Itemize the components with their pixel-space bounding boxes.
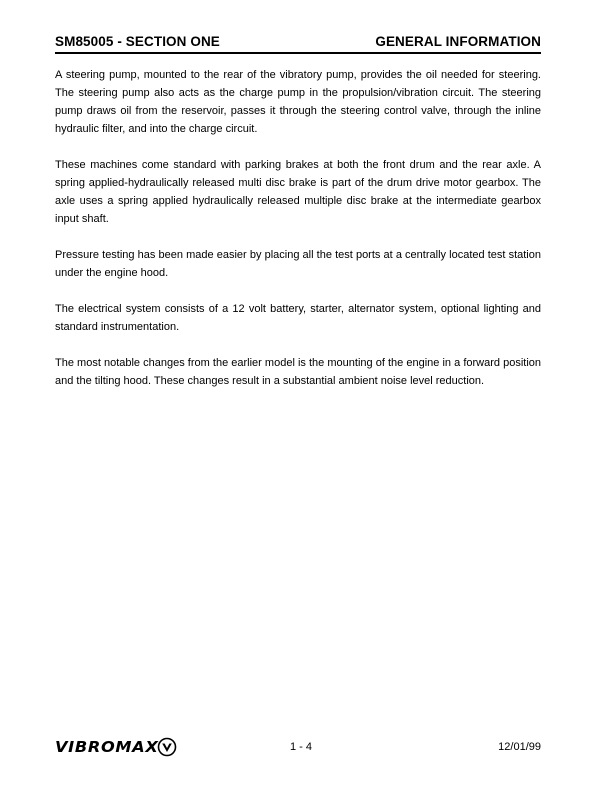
page-header bbox=[55, 31, 541, 51]
page-number: 1 - 4 bbox=[290, 741, 313, 753]
paragraph-pressure-testing: Pressure testing has been made easier by placing all the test ports at a centrally located test station under the engine hood. bbox=[55, 249, 541, 279]
body-text bbox=[55, 66, 541, 408]
chapter-title: GENERAL INFORMATION bbox=[375, 33, 541, 49]
section-title: SM85005 - SECTION ONE bbox=[55, 33, 220, 49]
page-footer bbox=[55, 737, 541, 761]
paragraph-steering-pump: A steering pump, mounted to the rear of the vibratory pump, provides the oil needed for steering. The steering pump also acts as the charge pump in the propulsion/vibration circuit. The steering pump draws oil from the reservoir, passes it through the steering control valve, through the inline hydraulic filter, and into the charge circuit. bbox=[55, 69, 541, 135]
paragraph-notable-changes: The most notable changes from the earlier model is the mounting of the engine in a forward position and the tilting hood. These changes result in a substantial ambient noise level reduction. bbox=[55, 357, 541, 387]
logo-wordmark: VIBROMAX bbox=[55, 738, 159, 756]
vibromax-emblem-icon bbox=[157, 737, 177, 757]
vibromax-logo bbox=[55, 737, 177, 757]
paragraph-electrical-system: The electrical system consists of a 12 volt battery, starter, alternator system, optional lighting and standard instrumentation. bbox=[55, 303, 541, 333]
header-rule bbox=[55, 52, 541, 54]
paragraph-parking-brakes: These machines come standard with parking brakes at both the front drum and the rear axle. A spring applied-hydraulically released multi disc brake is part of the drum drive motor gearbox. The axle uses a spring applied hydraulically released multiple disc brake at the intermediate gearbox input shaft. bbox=[55, 159, 541, 225]
revision-date: 12/01/99 bbox=[498, 741, 541, 753]
